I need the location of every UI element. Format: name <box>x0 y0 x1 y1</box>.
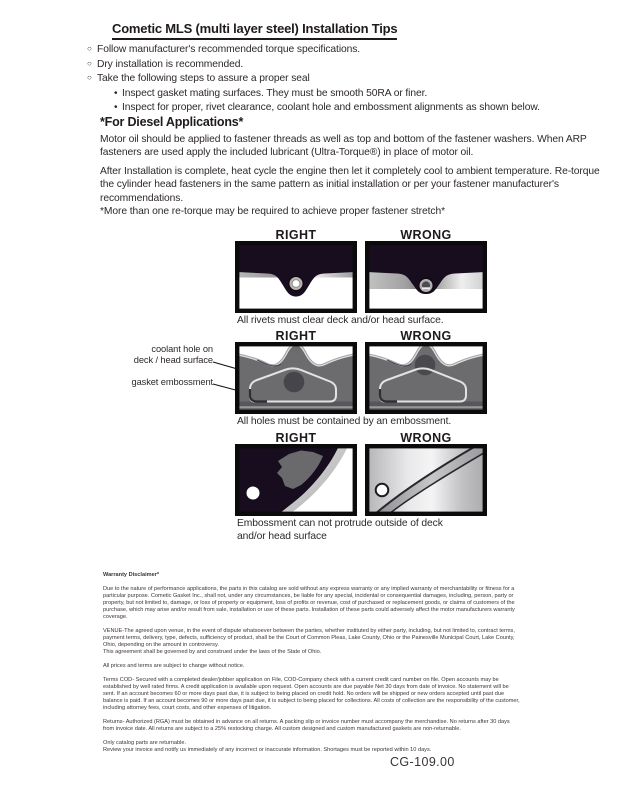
page-title: Cometic MLS (multi layer steel) Installation Tips <box>112 21 397 40</box>
list-item-text: Dry installation is recommended. <box>97 58 244 70</box>
open-circle-bullet-icon: ○ <box>87 73 92 83</box>
list-item <box>87 43 567 58</box>
legal-paragraph: This agreement shall be governed by and construed under the laws of the State of Ohio. <box>103 649 322 655</box>
diagram-caption: All holes must be contained by an embossment. <box>237 416 452 427</box>
sub-list-item-text: Inspect for proper, rivet clearance, coolant hole and embossment alignments as shown below. <box>122 101 540 113</box>
list-item <box>87 58 567 73</box>
open-circle-bullet-icon: ○ <box>87 44 92 53</box>
sub-list-item-text: Inspect gasket mating surfaces. They must be smooth 50RA or finer. <box>122 87 428 99</box>
right-label: RIGHT <box>275 431 317 445</box>
protrusion-wrong-figure <box>365 444 487 516</box>
bullet-icon: • <box>114 101 118 113</box>
legal-paragraph: VENUE-The agreed upon venue, in the event of dispute whatsoever between the parties, whether instituted by either party, including, but not limited to, contract terms, payment terms, delivery, type, defects, sufficiency of product, shall be the Court of Common Pleas, Lake County, Ohio or the Painesville Municipal Court, Lake County, Ohio, depending on the amount in controversy. <box>103 628 515 648</box>
warranty-disclaimer-block <box>103 572 521 761</box>
annotation-coolant-hole: coolant hole on deck / head surface <box>133 344 213 365</box>
legal-paragraph: Only catalog parts are returnable. <box>103 740 187 746</box>
sub-list-item <box>114 87 567 101</box>
diagram-caption: All rivets must clear deck and/or head surface. <box>237 315 444 326</box>
tips-list <box>87 43 567 115</box>
bolt-hole-icon <box>247 487 260 500</box>
page-code: CG-109.00 <box>390 755 455 769</box>
list-item-text: Take the following steps to assure a proper seal <box>97 73 310 85</box>
protrusion-right-figure <box>235 444 357 516</box>
wrong-label: WRONG <box>400 431 452 445</box>
embossment-wrong-figure <box>365 342 487 414</box>
diesel-applications-heading: *For Diesel Applications* <box>100 115 244 129</box>
bullet-icon: • <box>114 87 118 99</box>
coolant-hole-icon <box>284 372 305 393</box>
diesel-paragraph-1: Motor oil should be applied to fastener threads as well as top and bottom of the fastener washers. When ARP fasteners are used apply the included lubricant (Ultra-Torque®) in place of motor oil. <box>100 134 587 159</box>
right-label: RIGHT <box>275 329 317 343</box>
coolant-hole-icon <box>415 355 436 376</box>
right-label: RIGHT <box>275 228 317 242</box>
diagram-caption: Embossment can not protrude outside of deck and/or head surface <box>237 518 443 542</box>
diesel-paragraph-2: After Installation is complete, heat cycle the engine then let it completely cool to ambient temperature. Re-torque the cylinder head fasteners in the same pattern as initial installation or per your fastener manufacturer's recommendations. <box>100 166 600 204</box>
rivet-clearance-right-figure <box>235 241 357 313</box>
embossment-right-figure <box>235 342 357 414</box>
legal-paragraph: Review your invoice and notify us immediately of any incorrect or inaccurate information. Shortages must be reported within 10 days. <box>103 747 432 753</box>
list-item <box>87 72 567 87</box>
warranty-heading: Warranty Disclaimer* <box>103 572 160 578</box>
legal-paragraph: Terms COD- Secured with a completed dealer/jobber application on File, COD-Company check with a current credit card number on file. Open accounts may be established by well rated firms. A credit application is available upon request. Open accounts are due payable Net 30 days from date of invoice. No statement will be sent. If an account becomes 60 or more days past due, it is subject to being placed on credit hold. No orders will be shipped or new orders accepted until past due balance is paid. If an account becomes 90 or more days past due, it is subject to being placed for collections. All costs of collection are the responsibility of the customer, including attorney fees, court costs, and other expenses of litigation. <box>103 677 520 711</box>
legal-paragraph: All prices and terms are subject to change without notice. <box>103 663 245 669</box>
bolt-hole-icon <box>376 484 389 497</box>
list-item-text: Follow manufacturer's recommended torque specifications. <box>97 44 361 55</box>
sub-list-item <box>114 101 567 115</box>
legal-paragraph: Returns- Authorized (RGA) must be obtained in advance on all returns. A packing slip or invoice number must accompany the merchandise. No returns after 30 days from invoice date. All returns are subject to a 25% restocking charge. All custom designed and custom manufactured gaskets are non-returnable. <box>103 719 510 732</box>
legal-paragraph: Due to the nature of performance applications, the parts in this catalog are sold without any express warranty or any implied warranty of merchantability or fitness for a particular purpose. Cometic Gasket Inc., shall not, under any circumstances, be liable for any special, incidental or consequential damages, including, person, party or property, but not limited to, damage, or loss of property or equipment, loss of profits or revenue, cost of purchased or replacement goods, or claims of customers of the purchase, which may arise and/or result from sale, installation or use of these parts. Installation of these parts could adversely affect the motor manufacturers warranty coverage. <box>103 586 515 620</box>
sub-tips-list <box>114 87 567 115</box>
wrong-label: WRONG <box>400 329 452 343</box>
wrong-label: WRONG <box>400 228 452 242</box>
annotation-gasket-embossment: gasket embossment <box>131 377 213 387</box>
open-circle-bullet-icon: ○ <box>87 58 92 68</box>
diesel-paragraph-3: *More than one re-torque may be required to achieve proper fastener stretch* <box>100 206 445 217</box>
rivet-clearance-wrong-figure <box>365 241 487 313</box>
